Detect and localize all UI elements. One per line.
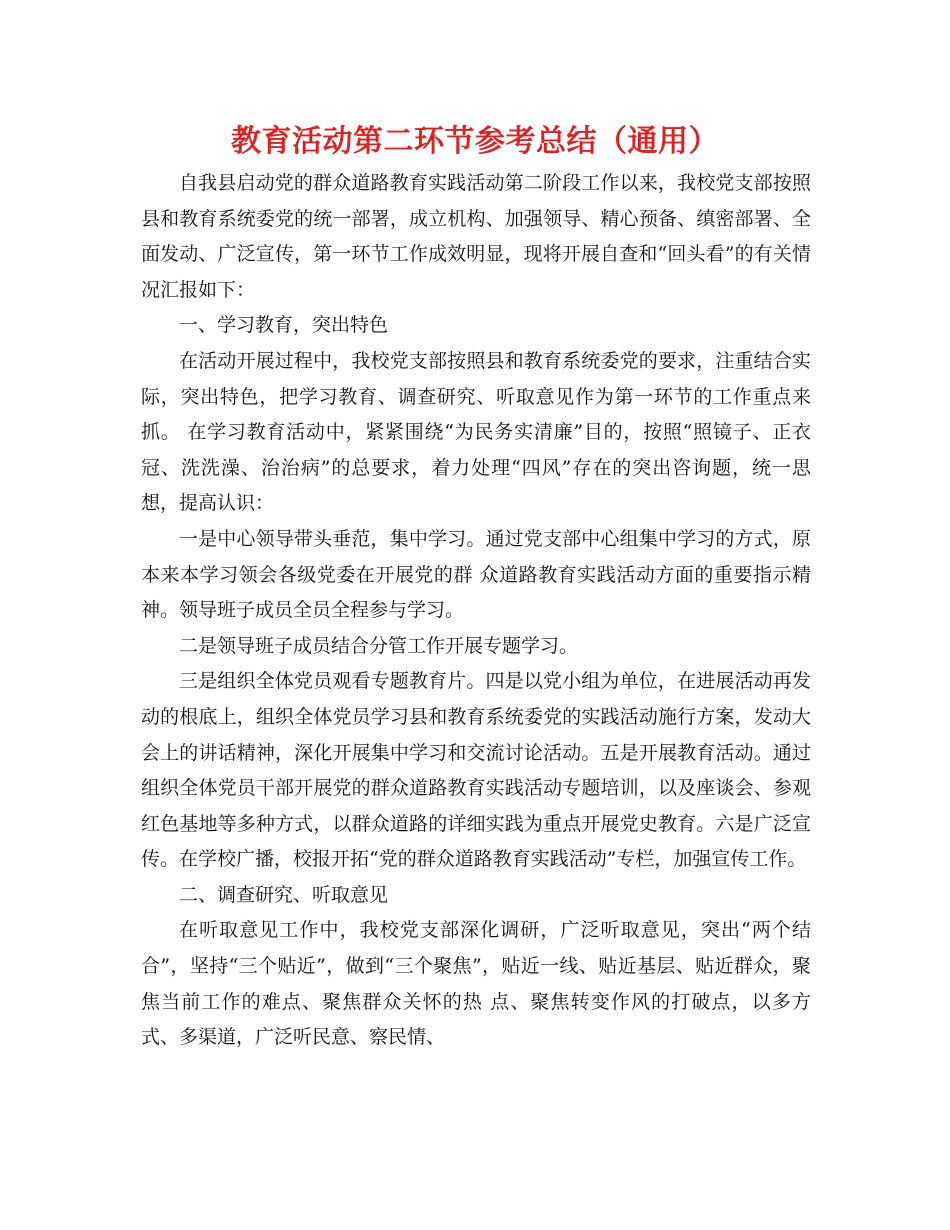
paragraph-points-3-6: 三是组织全体党员观看专题教育片。四是以党小组为单位，在进展活动再发动的根底上，组织全体党员学习县和教育系统委党的实践活动施行方案，发动大会上的讲话精神，深化开展集中学习和交流讨论活动。五是开展教育活动。通过组织全体党员干部开展党的群众道路教育实践活动专题培训，以及座谈会、参观红色基地等多种方式，以群众道路的详细实践为重点开展党史教育。六是广泛宣传。在学校广播，校报开拓“党的群众道路教育实践活动”专栏，加强宣传工作。 [141, 670, 811, 871]
paragraph-point-2: 二是领导班子成员结合分管工作开展专题学习。 [179, 634, 579, 657]
document-title: 教育活动第二环节参考总结（通用） [231, 124, 719, 159]
section-heading-1: 一、学习教育，突出特色 [179, 314, 389, 337]
paragraph-point-1: 一是中心领导带头垂范，集中学习。通过党支部中心组集中学习的方式，原本来本学习领会各级党委在开展党的群 众道路教育实践活动方面的重要指示精神。领导班子成员全员全程参与学习。 [141, 527, 811, 622]
document-body [141, 166, 811, 1056]
paragraph-study-process: 在活动开展过程中，我校党支部按照县和教育系统委党的要求，注重结合实际，突出特色，把学习教育、调查研究、听取意见作为第一环节的工作重点来抓。 在学习教育活动中，紧紧围绕“为民务实清廉”目的，按照“照镜子、正衣冠、洗洗澡、治治病”的总要求，着力处理“四风”存在的突出咨询题，统一思想，提高认识： [141, 349, 811, 515]
paragraph-listening: 在听取意见工作中，我校党支部深化调研，广泛听取意见，突出“两个结合”，坚持“三个贴近”，做到“三个聚焦”，贴近一线、贴近基层、贴近群众，聚焦当前工作的难点、聚焦群众关怀的热 点、聚焦转变作风的打破点，以多方式、多渠道，广泛听民意、察民情、 [141, 919, 811, 1049]
section-heading-2: 二、调查研究、听取意见 [179, 883, 389, 906]
paragraph-intro: 自我县启动党的群众道路教育实践活动第二阶段工作以来，我校党支部按照县和教育系统委党的统一部署，成立机构、加强领导、精心预备、缜密部署、全面发动、广泛宣传，第一环节工作成效明显，现将开展自查和“回头看”的有关情况汇报如下： [141, 172, 811, 301]
